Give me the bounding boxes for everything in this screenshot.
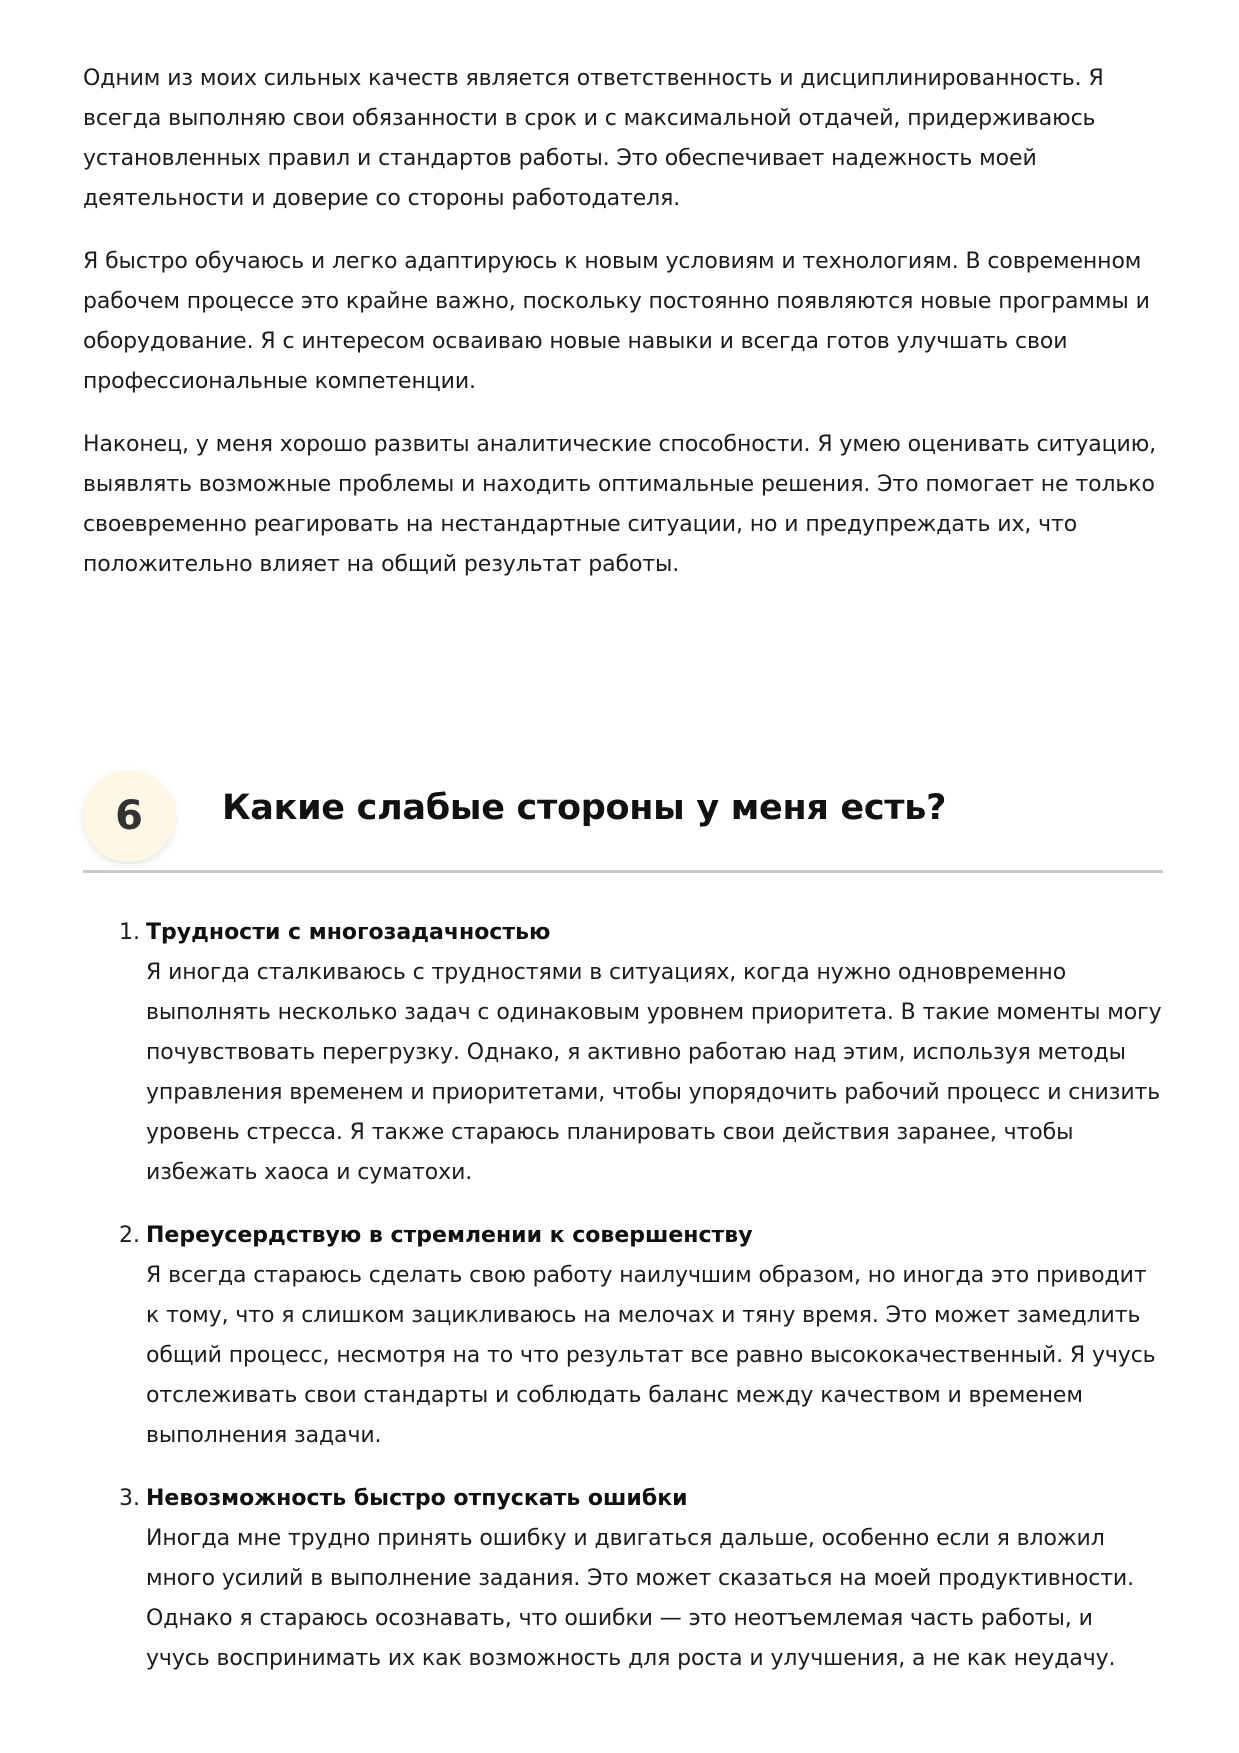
paragraph-responsibility: Одним из моих сильных качеств является ответственность и дисциплинированность. Я всегда выполняю свои обязанности в срок и с максимальной отдачей, придерживаюсь установленных правил и стандартов работы. Это обеспечивает надежность моей деятельности и доверие со стороны работодателя. [83,66,1104,211]
strengths-text [83,59,1163,608]
weaknesses-list [83,913,1163,1702]
section-number-badge: 6 [83,770,175,862]
paragraph-analytics: Наконец, у меня хорошо развиты аналитические способности. Я умею оценивать ситуацию, выявлять возможные проблемы и находить оптимальные решения. Это помогает не только своевременно реагировать на нестандартные ситуации, но и предупреждать их, что положительно влияет на общий результат работы. [83,432,1157,577]
list-item [83,913,1163,1193]
list-item [83,1479,1163,1679]
list-item-title: Переусердствую в стремлении к совершенству [146,1223,753,1248]
list-item-number: 2. [119,1223,140,1248]
section-title: Какие слабые стороны у меня есть? [222,788,947,828]
paragraph-learning: Я быстро обучаюсь и легко адаптируюсь к новым условиям и технологиям. В современном рабочем процессе это крайне важно, поскольку постоянно появляются новые программы и оборудование. Я с интересом осваиваю новые навыки и всегда готов улучшать свои профессиональные компетенции. [83,249,1150,394]
list-item-text: Иногда мне трудно принять ошибку и двигаться дальше, особенно если я вложил много усилий в выполнение задания. Это может сказаться на моей продуктивности. Однако я стараюсь осознавать, что ошибки — это неотъемлемая часть работы, и учусь воспринимать их как возможность для роста и улучшения, а не как неудачу. [146,1526,1135,1671]
section-header [83,770,1163,873]
list-item-number: 1. [119,920,140,945]
list-item-text: Я всегда стараюсь сделать свою работу наилучшим образом, но иногда это приводит к тому, что я слишком зацикливаюсь на мелочах и тяну время. Это может замедлить общий процесс, несмотря на то что результат все равно высококачественный. Я учусь отслеживать свои стандарты и соблюдать баланс между качеством и временем выполнения задачи. [146,1263,1156,1448]
list-item-number: 3. [119,1486,140,1511]
list-item-text: Я иногда сталкиваюсь с трудностями в ситуациях, когда нужно одновременно выполнять несколько задач с одинаковым уровнем приоритета. В такие моменты могу почувствовать перегрузку. Однако, я активно работаю над этим, используя методы управления временем и приоритетами, чтобы упорядочить рабочий процесс и снизить уровень стресса. Я также стараюсь планировать свои действия заранее, чтобы избежать хаоса и суматохи. [146,960,1162,1185]
list-item [83,1216,1163,1456]
list-item-title: Трудности с многозадачностью [146,920,551,945]
list-item-title: Невозможность быстро отпускать ошибки [146,1486,688,1511]
